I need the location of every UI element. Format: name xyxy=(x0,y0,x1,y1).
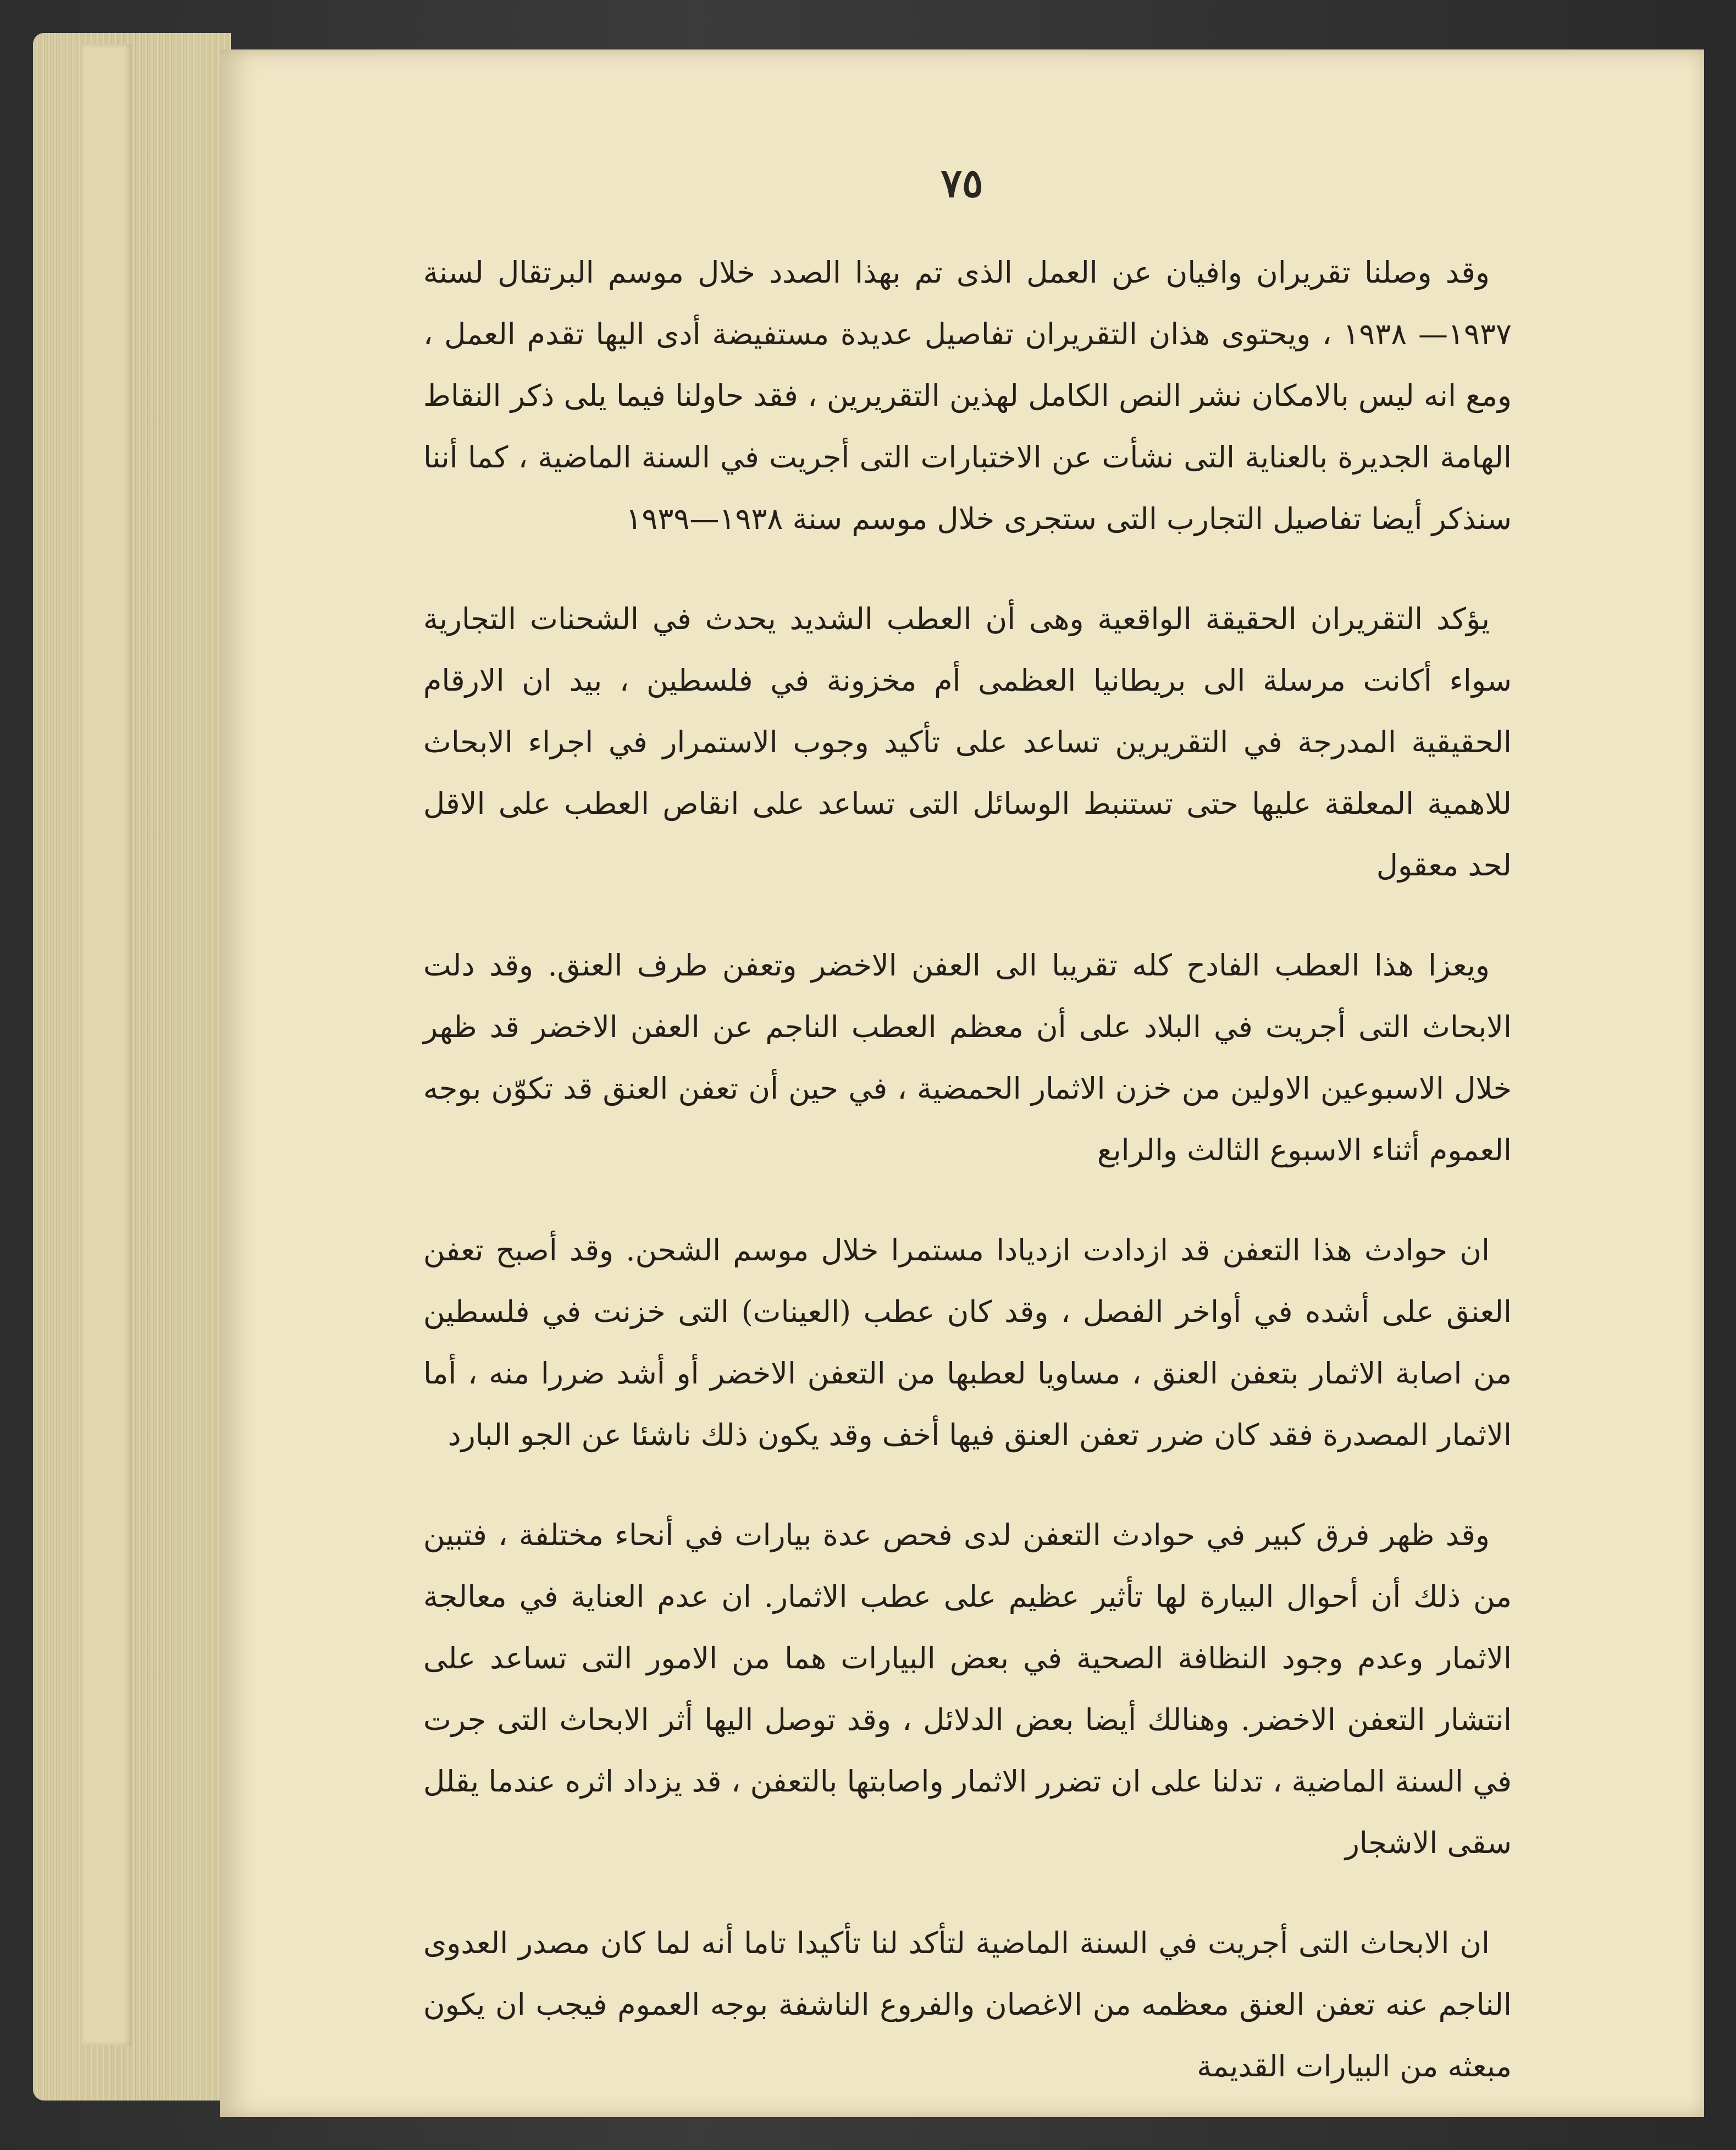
body-text xyxy=(423,242,1512,2136)
paragraph-6: ان الابحاث التى أجريت في السنة الماضية لتأكد لنا تأكيدا تاما أنه لما كان مصدر العدوى الناجم عنه تعفن العنق معظمه من الاغصان والفروع الناشفة بوجه العموم فيجب ان يكون مبعثه من البيارات القديمة xyxy=(423,1926,1512,2083)
paragraph-1: وقد وصلنا تقريران وافيان عن العمل الذى تم بهذا الصدد خلال موسم البرتقال لسنة ١٩٣٧— ١٩٣٨ ، ويحتوى هذان التقريران تفاصيل عديدة مستفيضة أدى اليها تقدم العمل ، ومع انه ليس بالامكان نشر النص الكامل لهذين التقريرين ، فقد حاولنا فيما يلى ذكر النقاط الهامة الجديرة بالعناية التى نشأت عن الاختبارات التى أجريت في السنة الماضية ، كما أننا سنذكر أيضا تفاصيل التجارب التى ستجرى خلال موسم سنة ١٩٣٨—١٩٣٩ xyxy=(423,255,1512,536)
page-number: ٧٥ xyxy=(941,159,983,206)
book-page-edges xyxy=(33,33,231,2101)
paragraph-4: ان حوادث هذا التعفن قد ازدادت ازديادا مستمرا خلال موسم الشحن. وقد أصبح تعفن العنق على أشده في أواخر الفصل ، وقد كان عطب (العينات) التى خزنت في فلسطين من اصابة الاثمار بتعفن العنق ، مساويا لعطبها من التعفن الاخضر أو أشد ضررا منه ، أما الاثمار المصدرة فقد كان ضرر تعفن العنق فيها أخف وقد يكون ذلك ناشئا عن الجو البارد xyxy=(423,1233,1512,1452)
paragraph-5: وقد ظهر فرق كبير في حوادث التعفن لدى فحص عدة بيارات في أنحاء مختلفة ، فتبين من ذلك أن أحوال البيارة لها تأثير عظيم على عطب الاثمار. ان عدم العناية في معالجة الاثمار وعدم وجود النظافة الصحية في بعض البيارات هما من الامور التى تساعد على انتشار التعفن الاخضر. وهنالك أيضا بعض الدلائل ، وقد توصل اليها أثر الابحاث التى جرت في السنة الماضية ، تدلنا على ان تضرر الاثمار واصابتها بالتعفن ، قد يزداد اثره عندما يقلل سقى الاشجار xyxy=(423,1518,1512,1860)
book-page xyxy=(220,49,1704,2117)
paragraph-3: ويعزا هذا العطب الفادح كله تقريبا الى العفن الاخضر وتعفن طرف العنق. وقد دلت الابحاث التى أجريت في البلاد على أن معظم العطب الناجم عن العفن الاخضر قد ظهر خلال الاسبوعين الاولين من خزن الاثمار الحمضية ، في حين أن تعفن العنق قد تكوّن بوجه العموم أثناء الاسبوع الثالث والرابع xyxy=(423,948,1512,1167)
book-spine-edge xyxy=(82,44,132,2046)
paragraph-2: يؤكد التقريران الحقيقة الواقعية وهى أن العطب الشديد يحدث في الشحنات التجارية سواء أكانت مرسلة الى بريطانيا العظمى أم مخزونة في فلسطين ، بيد ان الارقام الحقيقية المدرجة في التقريرين تساعد على تأكيد وجوب الاستمرار في اجراء الابحاث للاهمية المعلقة عليها حتى تستنبط الوسائل التى تساعد على انقاص العطب على الاقل لحد معقول xyxy=(423,602,1512,883)
